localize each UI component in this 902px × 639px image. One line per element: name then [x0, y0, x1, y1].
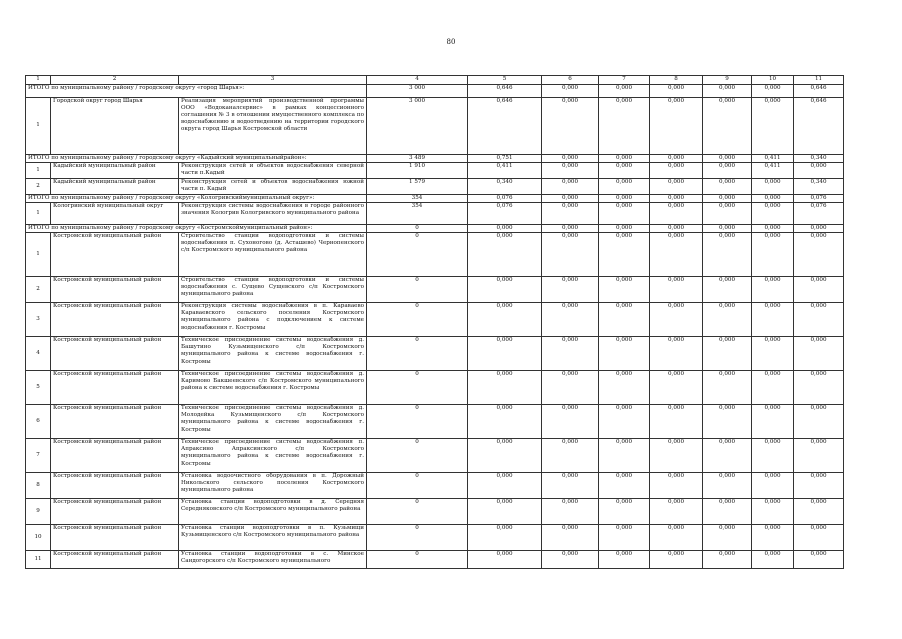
page-number: 80 [446, 38, 456, 46]
municipality-name: Костромской муниципальный район [51, 473, 179, 499]
value-cell: 0,000 [794, 473, 844, 499]
municipality-name: Костромской муниципальный район [51, 439, 179, 473]
value-cell: 0,000 [599, 405, 650, 439]
total-label: ИТОГО по муниципальному району / городскому округу «Костромскоймуниципальный район»: [26, 225, 367, 233]
value-cell: 0,000 [752, 473, 794, 499]
value-cell: 0,000 [752, 225, 794, 233]
value-cell: 0,000 [599, 337, 650, 371]
value-cell: 0,000 [703, 277, 752, 303]
value-cell: 3 000 [367, 85, 468, 98]
table-row [26, 371, 844, 405]
value-cell: 0,000 [599, 163, 650, 179]
value-cell: 0,340 [794, 155, 844, 163]
municipality-name: Костромской муниципальный район [51, 499, 179, 525]
value-cell: 0,000 [542, 371, 599, 405]
value-cell: 0,000 [468, 303, 542, 337]
value-cell: 1 910 [367, 163, 468, 179]
value-cell: 0,000 [650, 473, 703, 499]
value-cell: 0,000 [703, 85, 752, 98]
value-cell: 0,000 [599, 203, 650, 225]
value-cell: 0,000 [542, 405, 599, 439]
value-cell: 0,000 [542, 337, 599, 371]
value-cell: 0,000 [599, 439, 650, 473]
value-cell: 0,000 [468, 499, 542, 525]
value-cell: 0,000 [650, 98, 703, 155]
header-cell: 4 [367, 76, 468, 85]
total-row [26, 85, 844, 98]
value-cell: 0,000 [650, 371, 703, 405]
value-cell: 0,000 [542, 525, 599, 551]
table-row [26, 405, 844, 439]
table-row [26, 233, 844, 277]
row-number: 1 [26, 98, 51, 155]
row-number: 9 [26, 499, 51, 525]
value-cell: 0,000 [650, 303, 703, 337]
row-number: 4 [26, 337, 51, 371]
header-cell: 6 [542, 76, 599, 85]
project-description: Установка станции водоподготовки в с. Минское Сандогорского с/п Костромского муниципального [179, 551, 367, 569]
value-cell: 0,000 [599, 233, 650, 277]
value-cell: 0,000 [542, 303, 599, 337]
value-cell: 0,000 [650, 525, 703, 551]
value-cell: 0,000 [650, 225, 703, 233]
value-cell: 0,000 [794, 551, 844, 569]
value-cell: 0,000 [752, 371, 794, 405]
project-description: Реконструкция сетей и объектов водоснабжения северной части п.Кадый [179, 163, 367, 179]
value-cell: 0,000 [703, 303, 752, 337]
value-cell: 0,000 [794, 371, 844, 405]
value-cell: 0,000 [752, 98, 794, 155]
municipality-name: Кадыйский муниципальный район [51, 163, 179, 179]
value-cell: 0,000 [794, 405, 844, 439]
value-cell: 0 [367, 525, 468, 551]
project-description: Реконструкция системы водоснабжения в городе районного значения Кологрив Кологривского муниципального района [179, 203, 367, 225]
value-cell: 0,000 [542, 551, 599, 569]
total-label: ИТОГО по муниципальному району / городскому округу «город Шарья»: [26, 85, 367, 98]
table-row [26, 337, 844, 371]
value-cell: 0,000 [650, 499, 703, 525]
table-row [26, 179, 844, 195]
row-number: 5 [26, 371, 51, 405]
table-row [26, 98, 844, 155]
project-description: Техническое присоединение системы водоснабжения д. Каримово Бакшеевского с/п Костромского муниципального района к системе водоснабжения г. Костромы [179, 371, 367, 405]
value-cell: 0,000 [599, 303, 650, 337]
total-row [26, 195, 844, 203]
row-number: 10 [26, 525, 51, 551]
value-cell: 0,000 [752, 551, 794, 569]
value-cell: 0,000 [542, 225, 599, 233]
table-row [26, 277, 844, 303]
value-cell: 0,000 [650, 439, 703, 473]
value-cell: 0,000 [650, 233, 703, 277]
value-cell: 0,000 [542, 499, 599, 525]
value-cell: 0,000 [650, 85, 703, 98]
value-cell: 354 [367, 203, 468, 225]
project-description: Техническое присоединение системы водоснабжения п. Апраксино Апраксинского с/п Костромского муниципального района к системе водоснабжения г. Костромы [179, 439, 367, 473]
value-cell: 0,000 [752, 277, 794, 303]
value-cell: 0,000 [703, 473, 752, 499]
value-cell: 0,000 [703, 499, 752, 525]
value-cell: 0,000 [599, 195, 650, 203]
municipality-name: Костромской муниципальный район [51, 277, 179, 303]
municipality-name: Костромской муниципальный район [51, 303, 179, 337]
value-cell: 0,000 [650, 337, 703, 371]
value-cell: 0,000 [650, 155, 703, 163]
value-cell: 0,000 [752, 85, 794, 98]
table-row [26, 525, 844, 551]
value-cell: 0,076 [468, 203, 542, 225]
project-description: Установка станции водоподготовки в д. Середняя Середняковского с/п Костромского муниципального района [179, 499, 367, 525]
value-cell: 1 579 [367, 179, 468, 195]
value-cell: 0,000 [650, 195, 703, 203]
value-cell: 0,000 [703, 551, 752, 569]
value-cell: 0,000 [599, 551, 650, 569]
value-cell: 0,000 [794, 225, 844, 233]
value-cell: 0,000 [468, 233, 542, 277]
value-cell: 0,411 [468, 163, 542, 179]
table-row [26, 303, 844, 337]
municipality-name: Кологривский муниципальный округ [51, 203, 179, 225]
municipality-name: Костромской муниципальный район [51, 551, 179, 569]
municipality-name: Кадыйский муниципальный район [51, 179, 179, 195]
value-cell: 0,000 [752, 525, 794, 551]
value-cell: 0,411 [752, 163, 794, 179]
value-cell: 0,000 [542, 439, 599, 473]
municipality-name: Костромской муниципальный район [51, 405, 179, 439]
value-cell: 0,000 [752, 233, 794, 277]
value-cell: 0,000 [794, 499, 844, 525]
value-cell: 0,000 [794, 277, 844, 303]
value-cell: 0,000 [752, 195, 794, 203]
value-cell: 0,000 [542, 473, 599, 499]
value-cell: 0,000 [599, 155, 650, 163]
header-cell: 8 [650, 76, 703, 85]
table-row [26, 551, 844, 569]
table-row [26, 203, 844, 225]
project-description: Строительство станции водоподготовки и системы водоснабжения с. Сущево Сущевского с/п Костромского муниципального района [179, 277, 367, 303]
value-cell: 0,000 [794, 439, 844, 473]
value-cell: 0,000 [703, 439, 752, 473]
value-cell: 0,000 [794, 163, 844, 179]
value-cell: 0,000 [468, 337, 542, 371]
header-cell: 2 [51, 76, 179, 85]
value-cell: 0,000 [542, 179, 599, 195]
value-cell: 0,646 [794, 98, 844, 155]
project-description: Реконструкция системы водоснабжения в п. Караваево Караваевского сельского поселения Костромского муниципального района с подключением к системе водоснабжения г. Костромы [179, 303, 367, 337]
value-cell: 0,000 [752, 303, 794, 337]
value-cell: 0,000 [752, 203, 794, 225]
value-cell: 0,000 [752, 337, 794, 371]
value-cell: 0,000 [468, 225, 542, 233]
value-cell: 0,000 [542, 98, 599, 155]
value-cell: 354 [367, 195, 468, 203]
value-cell: 0,000 [752, 439, 794, 473]
value-cell: 3 489 [367, 155, 468, 163]
value-cell: 0,000 [599, 98, 650, 155]
row-number: 6 [26, 405, 51, 439]
value-cell: 0,000 [703, 405, 752, 439]
row-number: 2 [26, 277, 51, 303]
row-number: 7 [26, 439, 51, 473]
value-cell: 0,000 [650, 179, 703, 195]
value-cell: 0,646 [468, 85, 542, 98]
row-number: 8 [26, 473, 51, 499]
project-description: Техническое присоединение системы водоснабжения д. Башутино Кузьмищенского с/п Костромского муниципального района к системе водоснабжения г. Костромы [179, 337, 367, 371]
value-cell: 0 [367, 277, 468, 303]
project-description: Техническое присоединение системы водоснабжения д. Молодейка Кузьмищенского с/п Костромского муниципального района к системе водоснабжения г. Костромы [179, 405, 367, 439]
value-cell: 0,000 [752, 405, 794, 439]
value-cell: 0,000 [650, 203, 703, 225]
value-cell: 0,000 [599, 85, 650, 98]
row-number: 1 [26, 233, 51, 277]
value-cell: 0,000 [542, 277, 599, 303]
value-cell: 0,076 [794, 195, 844, 203]
header-cell: 1 [26, 76, 51, 85]
total-row [26, 225, 844, 233]
value-cell: 0,000 [599, 525, 650, 551]
value-cell: 0,000 [703, 179, 752, 195]
value-cell: 0,000 [542, 85, 599, 98]
water-supply-table [25, 75, 844, 569]
value-cell: 0,000 [599, 499, 650, 525]
value-cell: 0,000 [703, 233, 752, 277]
value-cell: 0,000 [468, 277, 542, 303]
value-cell: 0 [367, 499, 468, 525]
total-row [26, 155, 844, 163]
value-cell: 0 [367, 233, 468, 277]
project-description: Установка водоочистного оборудования в п. Дорожный Никольского сельского поселения Костромского муниципального района [179, 473, 367, 499]
total-label: ИТОГО по муниципальному району / городскому округу «Кадыйский муниципальныйрайон»: [26, 155, 367, 163]
value-cell: 0 [367, 337, 468, 371]
value-cell: 0,751 [468, 155, 542, 163]
value-cell: 0,000 [468, 551, 542, 569]
value-cell: 0,000 [794, 233, 844, 277]
value-cell: 3 000 [367, 98, 468, 155]
project-description: Реконструкция сетей и объектов водоснабжения южной части п. Кадый [179, 179, 367, 195]
value-cell: 0,000 [703, 337, 752, 371]
value-cell: 0,000 [703, 371, 752, 405]
municipality-name: Костромской муниципальный район [51, 525, 179, 551]
value-cell: 0,000 [468, 525, 542, 551]
value-cell: 0,076 [468, 195, 542, 203]
value-cell: 0,000 [468, 473, 542, 499]
municipality-name: Костромской муниципальный район [51, 233, 179, 277]
value-cell: 0,000 [794, 337, 844, 371]
table-row [26, 163, 844, 179]
row-number: 1 [26, 163, 51, 179]
value-cell: 0,000 [752, 179, 794, 195]
value-cell: 0,000 [542, 233, 599, 277]
value-cell: 0,000 [468, 405, 542, 439]
value-cell: 0,000 [703, 225, 752, 233]
header-cell: 10 [752, 76, 794, 85]
value-cell: 0,000 [703, 163, 752, 179]
value-cell: 0,000 [703, 155, 752, 163]
value-cell: 0,000 [542, 195, 599, 203]
value-cell: 0,000 [650, 163, 703, 179]
table-row [26, 439, 844, 473]
value-cell: 0,646 [794, 85, 844, 98]
value-cell: 0,000 [794, 525, 844, 551]
municipality-name: Костромской муниципальный район [51, 337, 179, 371]
table-row [26, 499, 844, 525]
value-cell: 0,000 [542, 155, 599, 163]
value-cell: 0,000 [752, 499, 794, 525]
value-cell: 0 [367, 405, 468, 439]
value-cell: 0 [367, 473, 468, 499]
value-cell: 0,340 [468, 179, 542, 195]
value-cell: 0 [367, 551, 468, 569]
value-cell: 0,000 [650, 405, 703, 439]
total-label: ИТОГО по муниципальному району / городскому округу «Кологривскиймуниципальный округ»: [26, 195, 367, 203]
header-cell: 3 [179, 76, 367, 85]
value-cell: 0 [367, 439, 468, 473]
table-row [26, 473, 844, 499]
header-cell: 9 [703, 76, 752, 85]
value-cell: 0,000 [599, 225, 650, 233]
value-cell: 0,000 [703, 98, 752, 155]
value-cell: 0,000 [599, 473, 650, 499]
row-number: 11 [26, 551, 51, 569]
value-cell: 0,000 [703, 195, 752, 203]
header-cell: 7 [599, 76, 650, 85]
value-cell: 0,000 [650, 551, 703, 569]
column-number-header [26, 76, 844, 85]
header-cell: 5 [468, 76, 542, 85]
value-cell: 0,000 [794, 303, 844, 337]
value-cell: 0,000 [703, 203, 752, 225]
value-cell: 0,646 [468, 98, 542, 155]
municipality-name: Городской округ город Шарья [51, 98, 179, 155]
value-cell: 0,340 [794, 179, 844, 195]
project-description: Строительство станции водоподготовки и системы водоснабжения п. Сухоногово (д. Асташево) Чернопенского с/п Костромского муниципального района [179, 233, 367, 277]
value-cell: 0,000 [599, 371, 650, 405]
value-cell: 0,000 [599, 277, 650, 303]
municipality-name: Костромской муниципальный район [51, 371, 179, 405]
value-cell: 0,000 [468, 371, 542, 405]
project-description: Установка станции водоподготовки в п. Кузьмищи Кузьмищенского с/п Костромского муниципального района [179, 525, 367, 551]
value-cell: 0,000 [650, 277, 703, 303]
row-number: 1 [26, 203, 51, 225]
value-cell: 0,076 [794, 203, 844, 225]
row-number: 2 [26, 179, 51, 195]
value-cell: 0,000 [468, 439, 542, 473]
project-description: Реализация мероприятий производственной программы ООО «Водоканалсервис» в рамках концессионного соглашения № 3 в отношении имущественного комплекса по водоснабжению и водоотведению на территории городского округа город Шарья Костромской области [179, 98, 367, 155]
value-cell: 0,000 [542, 163, 599, 179]
value-cell: 0 [367, 371, 468, 405]
value-cell: 0 [367, 225, 468, 233]
value-cell: 0,000 [599, 179, 650, 195]
header-cell: 11 [794, 76, 844, 85]
row-number: 3 [26, 303, 51, 337]
value-cell: 0 [367, 303, 468, 337]
value-cell: 0,411 [752, 155, 794, 163]
value-cell: 0,000 [703, 525, 752, 551]
value-cell: 0,000 [542, 203, 599, 225]
